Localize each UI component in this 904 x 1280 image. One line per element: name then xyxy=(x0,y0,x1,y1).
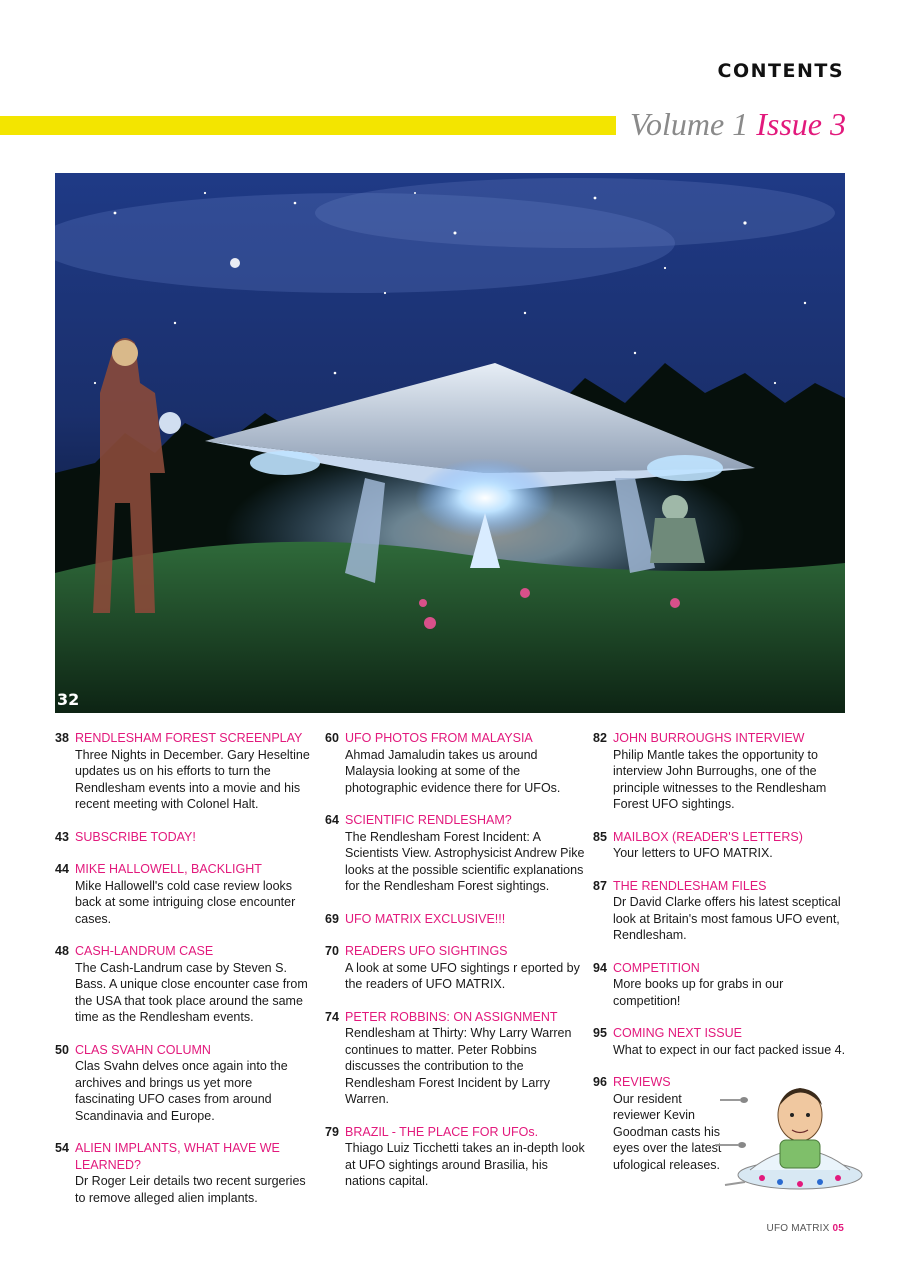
entry-page-number: 74 xyxy=(325,1009,339,1024)
entry-page-number: 82 xyxy=(593,731,607,745)
entry-title[interactable]: UFO PHOTOS FROM MALAYSIA xyxy=(345,731,533,745)
contents-entry[interactable] xyxy=(593,878,853,944)
contents-entry[interactable] xyxy=(593,829,853,862)
entry-body xyxy=(75,730,315,813)
ufo-forest-scene xyxy=(55,173,845,713)
entry-title[interactable]: MAILBOX (READER'S LETTERS) xyxy=(613,829,803,844)
volume-label: Volume 1 xyxy=(630,106,749,142)
entry-body xyxy=(75,1140,315,1206)
entry-body xyxy=(345,911,585,928)
entry-body xyxy=(345,1009,585,1108)
entry-title[interactable]: PETER ROBBINS: ON ASSIGNMENT xyxy=(345,1009,558,1024)
entry-page-number: 43 xyxy=(55,829,69,844)
entry-page-number: 60 xyxy=(325,731,339,745)
entry-page-number: 94 xyxy=(593,960,607,975)
reviewer-cartoon-illustration xyxy=(700,1060,870,1200)
cover-illustration[interactable] xyxy=(55,173,845,713)
entry-body xyxy=(613,1025,853,1058)
entry-body xyxy=(345,1124,585,1190)
entry-page-number: 79 xyxy=(325,1124,339,1139)
entry-body xyxy=(345,730,585,796)
entry-title[interactable]: THE RENDLESHAM FILES xyxy=(613,878,767,893)
entry-body xyxy=(75,861,315,927)
entry-description: Mike Hallowell's cold case review looks back at some intriguing close encounter cases. xyxy=(75,878,296,926)
contents-entry[interactable] xyxy=(325,1009,585,1108)
volume-issue-line xyxy=(630,106,846,143)
entry-page-number: 48 xyxy=(55,944,69,958)
entry-description: Thiago Luiz Ticchetti takes an in-depth look at UFO sightings around Brasilia, his nations capital. xyxy=(345,1141,585,1188)
entry-body xyxy=(345,943,585,993)
entry-title[interactable]: MIKE HALLOWELL, BACKLIGHT xyxy=(75,862,262,876)
entry-body xyxy=(613,730,853,813)
page-footer xyxy=(767,1223,844,1234)
contents-entry[interactable] xyxy=(55,829,315,846)
contents-entry[interactable] xyxy=(55,861,315,927)
contents-entry[interactable] xyxy=(325,943,585,993)
contents-entry[interactable] xyxy=(55,1042,315,1125)
entry-title[interactable]: SCIENTIFIC RENDLESHAM? xyxy=(345,813,512,827)
contents-entry[interactable] xyxy=(593,960,853,1010)
accent-bar xyxy=(0,116,616,135)
entry-page-number: 69 xyxy=(325,911,339,926)
entry-page-number: 54 xyxy=(55,1141,69,1155)
entry-description: Philip Mantle takes the opportunity to interview John Burroughs, one of the principle witnesses to the Rendlesham Forest UFO sightings. xyxy=(613,747,827,811)
contents-entry[interactable] xyxy=(325,730,585,796)
entry-title[interactable]: SUBSCRIBE TODAY! xyxy=(75,829,196,844)
contents-column-1 xyxy=(55,730,315,1222)
contents-entry[interactable] xyxy=(55,1140,315,1206)
contents-entry[interactable] xyxy=(325,911,585,928)
entry-description: The Rendlesham Forest Incident: A Scientists View. Astrophysicist Andrew Pike looks at the possible scientific explanations for the Rendlesham Forest sightings. xyxy=(345,829,585,893)
entry-page-number: 70 xyxy=(325,944,339,958)
entry-description: Our resident reviewer Kevin Goodman casts his eyes over the latest ufological releases. xyxy=(613,1091,722,1172)
entry-title[interactable]: COMPETITION xyxy=(613,960,700,975)
entry-page-number: 64 xyxy=(325,813,339,827)
entry-body xyxy=(613,960,853,1010)
entry-description: Dr Roger Leir details two recent surgeries to remove alleged alien implants. xyxy=(75,1174,306,1205)
entry-title[interactable]: ALIEN IMPLANTS, WHAT HAVE WE LEARNED? xyxy=(75,1141,280,1172)
entry-title[interactable]: CASH-LANDRUM CASE xyxy=(75,944,214,958)
entry-body xyxy=(75,943,315,1026)
entry-title[interactable]: JOHN BURROUGHS INTERVIEW xyxy=(613,731,805,745)
entry-title[interactable]: RENDLESHAM FOREST SCREENPLAY xyxy=(75,731,303,745)
entry-description: What to expect in our fact packed issue 4. xyxy=(613,1042,846,1057)
entry-description: More books up for grabs in our competition! xyxy=(613,977,784,1008)
entry-page-number: 87 xyxy=(593,878,607,893)
entry-title[interactable]: CLAS SVAHN COLUMN xyxy=(75,1042,211,1057)
contents-entry[interactable] xyxy=(325,1124,585,1190)
entry-body xyxy=(613,829,853,862)
entry-description: Rendlesham at Thirty: Why Larry Warren continues to matter. Peter Robbins discusses the contribution to the Rendlesham Forest Incident by Larry Warren. xyxy=(345,1026,572,1106)
entry-body xyxy=(613,878,853,944)
entry-page-number: 44 xyxy=(55,862,69,876)
entry-description: Three Nights in December. Gary Heseltine updates us on his efforts to turn the Rendlesham events into a movie and his recent meeting with Colonel Halt. xyxy=(75,747,310,811)
section-title: CONTENTS xyxy=(717,60,844,82)
contents-entry[interactable] xyxy=(325,812,585,895)
contents-entry[interactable] xyxy=(593,1025,853,1058)
entry-page-number: 96 xyxy=(593,1075,607,1089)
entry-page-number: 85 xyxy=(593,829,607,844)
footer-page-number: 05 xyxy=(832,1223,844,1234)
entry-page-number: 95 xyxy=(593,1026,607,1040)
entry-description: The Cash-Landrum case by Steven S. Bass. A unique close encounter case from the USA that took place around the same time as the Rendlesham events. xyxy=(75,960,308,1024)
entry-body xyxy=(75,829,315,846)
entry-description: Dr David Clarke offers his latest sceptical look at Britain's most famous UFO event, Rendlesham. xyxy=(613,895,841,942)
entry-description: Ahmad Jamaludin takes us around Malaysia looking at some of the photographic evidence there for UFOs. xyxy=(345,747,561,795)
entry-title[interactable]: UFO MATRIX EXCLUSIVE!!! xyxy=(345,911,506,926)
hero-page-number: 32 xyxy=(57,690,80,709)
entry-title[interactable]: REVIEWS xyxy=(613,1075,671,1089)
footer-magazine-name: UFO MATRIX xyxy=(766,1223,830,1234)
entry-description: Clas Svahn delves once again into the archives and brings us yet more fascinating UFO cases from around Scandinavia and Europe. xyxy=(75,1059,288,1123)
entry-title[interactable]: READERS UFO SIGHTINGS xyxy=(345,944,508,958)
contents-entry[interactable] xyxy=(55,730,315,813)
entry-description: A look at some UFO sightings r eported by the readers of UFO MATRIX. xyxy=(345,960,580,991)
entry-title[interactable]: BRAZIL - THE PLACE FOR UFOs. xyxy=(345,1124,539,1139)
entry-description: Your letters to UFO MATRIX. xyxy=(613,846,773,860)
issue-label: Issue 3 xyxy=(756,106,846,142)
entry-page-number: 50 xyxy=(55,1042,69,1057)
entry-page-number: 38 xyxy=(55,731,69,745)
entry-body xyxy=(75,1042,315,1125)
entry-body xyxy=(345,812,585,895)
entry-title[interactable]: COMING NEXT ISSUE xyxy=(613,1026,742,1040)
contents-column-2 xyxy=(325,730,585,1206)
contents-entry[interactable] xyxy=(55,943,315,1026)
contents-entry[interactable] xyxy=(593,730,853,813)
